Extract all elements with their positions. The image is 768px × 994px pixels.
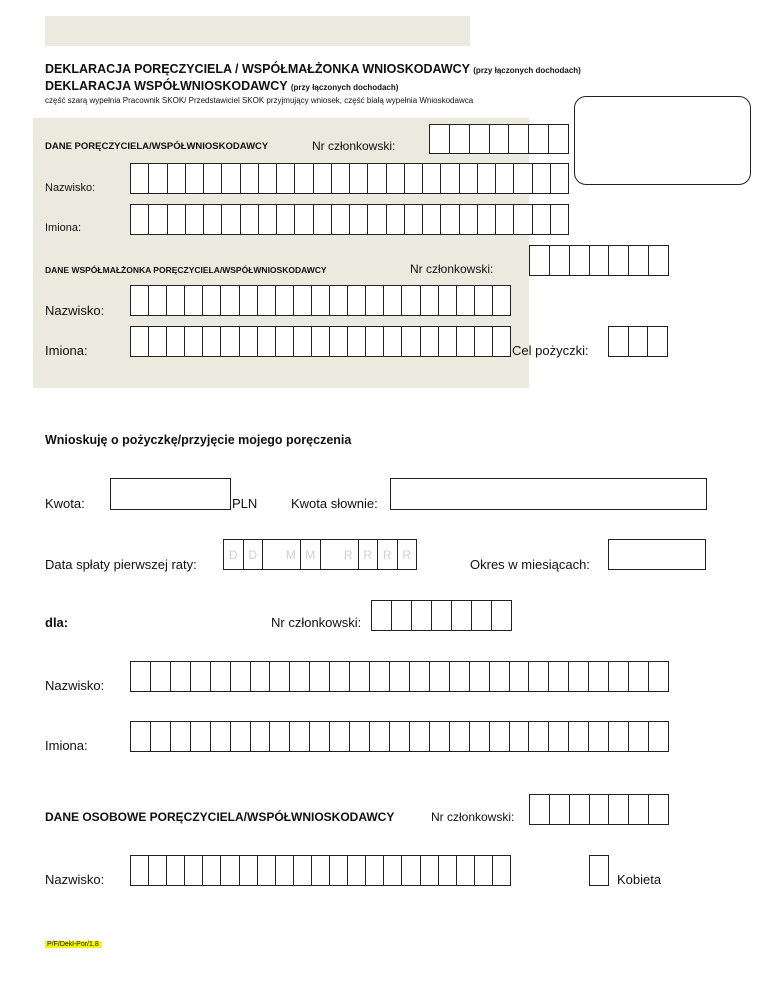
personal-surname-field[interactable] [130, 855, 511, 886]
section1-surname-field[interactable] [130, 163, 569, 194]
section2-surname-field[interactable] [130, 285, 511, 316]
amount-words-field[interactable] [390, 478, 707, 510]
section1-names-label: Imiona: [45, 222, 82, 234]
date-cell-d1: D [224, 540, 244, 569]
stamp-box [574, 96, 751, 185]
currency-label: PLN [232, 496, 258, 511]
request-member-no-label: Nr członkowski: [271, 615, 362, 630]
section2-names-label: Imiona: [45, 343, 88, 358]
title-2: DEKLARACJA WSPÓŁWNIOSKODAWCY [45, 79, 288, 93]
first-payment-label: Data spłaty pierwszej raty: [45, 557, 197, 572]
section1-surname-label: Nazwisko: [45, 182, 96, 194]
personal-heading: DANE OSOBOWE PORĘCZYCIELA/WSPÓŁWNIOSKODAWCY [45, 810, 395, 824]
first-payment-date-field[interactable] [223, 539, 417, 570]
instructions: część szarą wypełnia Pracownik SKOK/ Przedstawiciel SKOK przyjmujący wniosek, część białą wypełnia Wnioskodawca [45, 96, 474, 105]
section2-names-field[interactable] [130, 326, 511, 357]
request-names-label: Imiona: [45, 738, 88, 753]
title-line-2 [45, 79, 398, 93]
date-gap-2 [321, 540, 340, 569]
section1-names-field[interactable] [130, 204, 569, 235]
female-checkbox[interactable] [589, 855, 609, 886]
period-field[interactable] [608, 539, 706, 570]
title-1: DEKLARACJA PORĘCZYCIELA / WSPÓŁMAŁŻONKA WNIOSKODAWCY [45, 62, 470, 76]
title-1-note: (przy łączonych dochodach) [473, 66, 581, 75]
date-cell-y1: R [339, 540, 359, 569]
amount-field[interactable] [110, 478, 231, 510]
section2-member-no-label: Nr członkowski: [410, 262, 494, 276]
female-label: Kobieta [617, 872, 662, 887]
section1-member-no-label: Nr członkowski: [312, 139, 396, 153]
period-label: Okres w miesiącach: [470, 557, 590, 572]
request-surname-field[interactable] [130, 661, 669, 692]
section2-surname-label: Nazwisko: [45, 303, 105, 318]
request-names-field[interactable] [130, 721, 669, 752]
date-cell-y4: R [402, 547, 412, 562]
date-cell-d2: D [244, 540, 264, 569]
form-code: P/F/Dekl-Por/1.8 [47, 941, 99, 948]
request-member-no-field[interactable] [371, 600, 512, 631]
section2-member-no-field[interactable] [529, 245, 669, 276]
loan-purpose-label: Cel pożyczki: [512, 343, 589, 358]
date-gap-1 [263, 540, 282, 569]
title-2-note: (przy łączonych dochodach) [290, 83, 399, 92]
for-label: dla: [45, 615, 69, 630]
request-heading: Wnioskuję o pożyczkę/przyjęcie mojego poręczenia [45, 433, 352, 447]
personal-member-no-field[interactable] [529, 794, 669, 825]
personal-member-no-label: Nr członkowski: [431, 810, 515, 824]
amount-words-label: Kwota słownie: [291, 496, 378, 511]
section2-heading: DANE WSPÓŁMAŁŻONKA PORĘCZYCIELA/WSPÓŁWNIOSKODAWCY [45, 265, 327, 275]
date-cell-y2: R [359, 540, 379, 569]
date-cell-m1: M [282, 540, 302, 569]
personal-surname-label: Nazwisko: [45, 872, 105, 887]
date-cell-y3: R [378, 540, 398, 569]
gray-header-band [45, 16, 470, 46]
loan-purpose-field[interactable] [608, 326, 668, 357]
date-cell-m2: M [301, 540, 321, 569]
title-line-1 [45, 62, 581, 76]
section1-member-no-field[interactable] [429, 124, 569, 154]
amount-label: Kwota: [45, 496, 85, 511]
request-surname-label: Nazwisko: [45, 678, 105, 693]
section1-heading: DANE PORĘCZYCIELA/WSPÓŁWNIOSKODAWCY [45, 141, 269, 152]
